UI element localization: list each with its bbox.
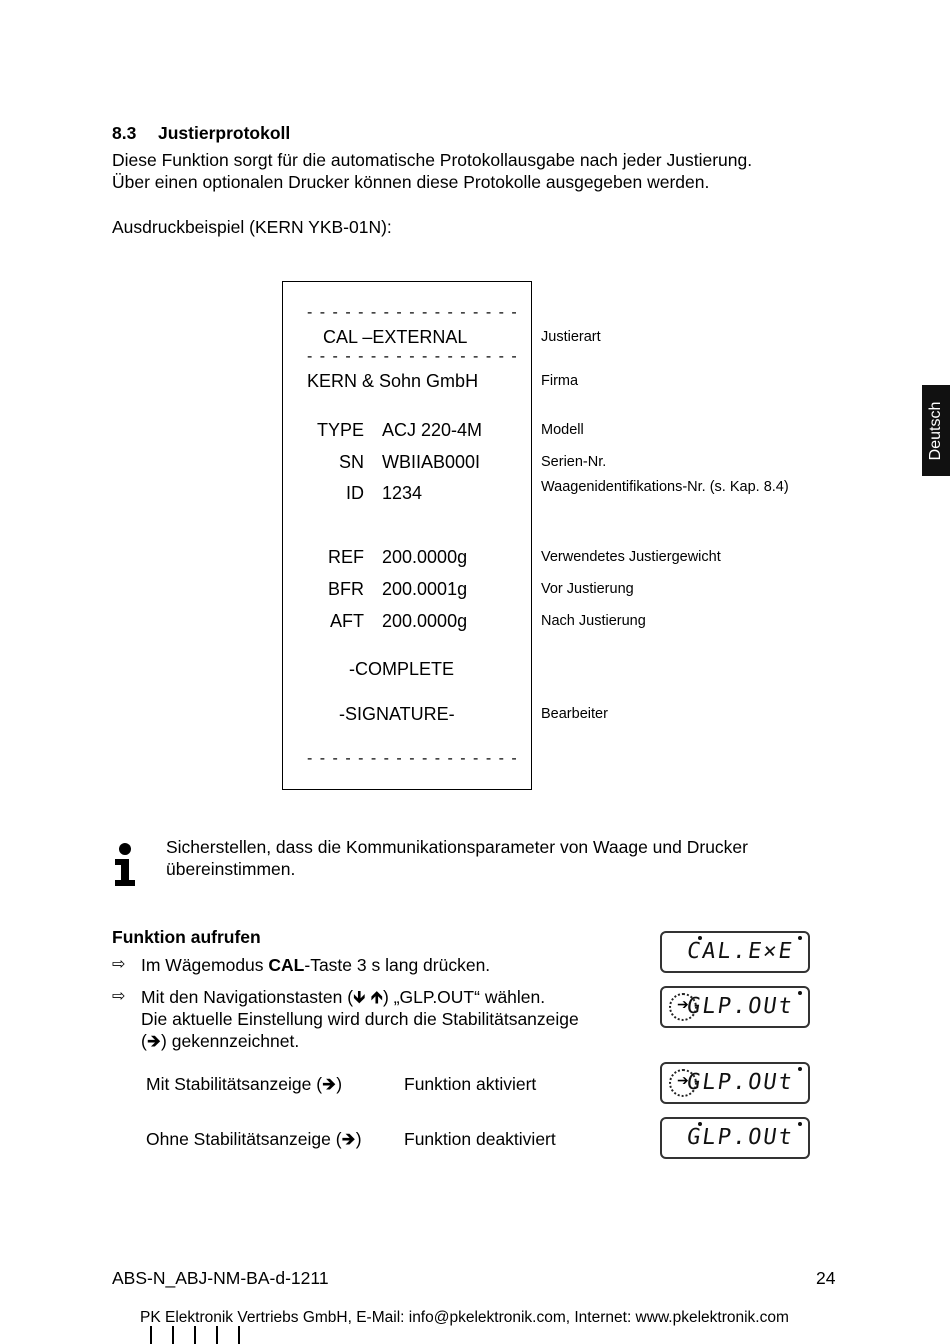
info-line-1: Sicherstellen, dass die Kommunikationsparameter von Waage und Drucker	[166, 837, 748, 857]
note-aft: Nach Justierung	[541, 613, 646, 629]
display-text: CAL.E×E	[685, 939, 796, 964]
note-cal-type: Justierart	[541, 329, 601, 345]
section-number: 8.3	[112, 123, 137, 143]
function-heading: Funktion aufrufen	[112, 927, 261, 947]
without-stability-result: Funktion deaktiviert	[404, 1129, 556, 1149]
cal-type: CAL –EXTERNAL	[323, 327, 468, 347]
note-ref: Verwendetes Justiergewicht	[541, 549, 721, 565]
stability-arrow-icon: ➔	[677, 1072, 689, 1088]
bfr-value: 200.0001g	[382, 579, 468, 599]
signature-line: -SIGNATURE-	[339, 704, 455, 724]
display-dot	[798, 1122, 802, 1126]
info-line-2: übereinstimmen.	[166, 859, 296, 879]
example-label: Ausdruckbeispiel (KERN YKB-01N):	[112, 217, 392, 237]
type-key: TYPE	[316, 420, 364, 440]
ref-key: REF	[328, 547, 364, 567]
stability-arrow-icon: ➔	[677, 996, 689, 1012]
note-type: Modell	[541, 422, 584, 438]
display-glp-out-selection	[660, 986, 810, 1028]
aft-value: 200.0000g	[382, 611, 468, 631]
step-1-post: -Taste 3 s lang drücken.	[304, 955, 491, 975]
note-id: Waagenidentifikations-Nr. (s. Kap. 8.4)	[541, 479, 789, 495]
display-text: GLP.OUt	[685, 994, 796, 1019]
display-dot	[798, 991, 802, 995]
display-cal-exe	[660, 931, 810, 973]
section-title: Justierprotokoll	[158, 123, 291, 143]
dash-line-bottom: - - - - - - - - - - - - - - - - -	[307, 750, 519, 767]
display-text: GLP.OUt	[685, 1070, 796, 1095]
without-stability-label: Ohne Stabilitätsanzeige (🡺)	[146, 1129, 362, 1149]
note-sn: Serien-Nr.	[541, 454, 607, 470]
bfr-key: BFR	[328, 579, 364, 599]
language-tab	[922, 385, 950, 476]
with-stability-label: Mit Stabilitätsanzeige (🡺)	[146, 1074, 343, 1094]
dash-line-2: - - - - - - - - - - - - - - - - -	[307, 348, 519, 365]
note-company: Firma	[541, 373, 579, 389]
id-key: ID	[346, 483, 364, 503]
step-arrow-icon: ⇨	[112, 956, 126, 973]
display-glp-out-inactive	[660, 1117, 810, 1159]
distributor-footer: PK Elektronik Vertriebs GmbH, E-Mail: info@pkelektronik.com, Internet: www.pkelektronik.com	[140, 1309, 789, 1326]
intro-line-2: Über einen optionalen Drucker können diese Protokolle ausgegeben werden.	[112, 172, 710, 192]
info-icon	[112, 842, 138, 888]
language-tab-label: Deutsch	[927, 401, 944, 460]
step-arrow-icon: ⇨	[112, 988, 126, 1005]
note-signature: Bearbeiter	[541, 706, 608, 722]
ref-value: 200.0000g	[382, 547, 468, 567]
step-1	[141, 954, 490, 976]
aft-key: AFT	[330, 611, 364, 631]
step-2-line-2: Die aktuelle Einstellung wird durch die Stabilitätsanzeige	[141, 1009, 579, 1029]
step-1-key: CAL	[268, 955, 305, 975]
page-number: 24	[816, 1268, 836, 1288]
display-text: GLP.OUt	[685, 1125, 796, 1150]
type-value: ACJ 220-4M	[382, 420, 483, 440]
step-2-line-3: (🡺) gekennzeichnet.	[141, 1031, 300, 1051]
barcode-fragment-icon	[150, 1322, 240, 1344]
display-glp-out-active	[660, 1062, 810, 1104]
dash-line-top: - - - - - - - - - - - - - - - - -	[307, 304, 519, 321]
printout-example	[282, 281, 532, 790]
sn-key: SN	[338, 452, 364, 472]
complete-line: -COMPLETE	[349, 659, 455, 679]
step-1-pre: Im Wägemodus	[141, 955, 269, 975]
note-bfr: Vor Justierung	[541, 581, 634, 597]
with-stability-result: Funktion aktiviert	[404, 1074, 537, 1094]
document-id: ABS-N_ABJ-NM-BA-d-1211	[112, 1268, 329, 1288]
display-dot	[798, 1067, 802, 1071]
company-name: KERN & Sohn GmbH	[307, 371, 479, 391]
display-dot	[798, 936, 802, 940]
step-2-line-1: Mit den Navigationstasten (🡻 🡹) „GLP.OUT“ wählen.	[141, 987, 546, 1007]
sn-value: WBIIAB000I	[382, 452, 481, 472]
intro-line-1: Diese Funktion sorgt für die automatische Protokollausgabe nach jeder Justierung.	[112, 150, 753, 170]
id-value: 1234	[382, 483, 423, 503]
